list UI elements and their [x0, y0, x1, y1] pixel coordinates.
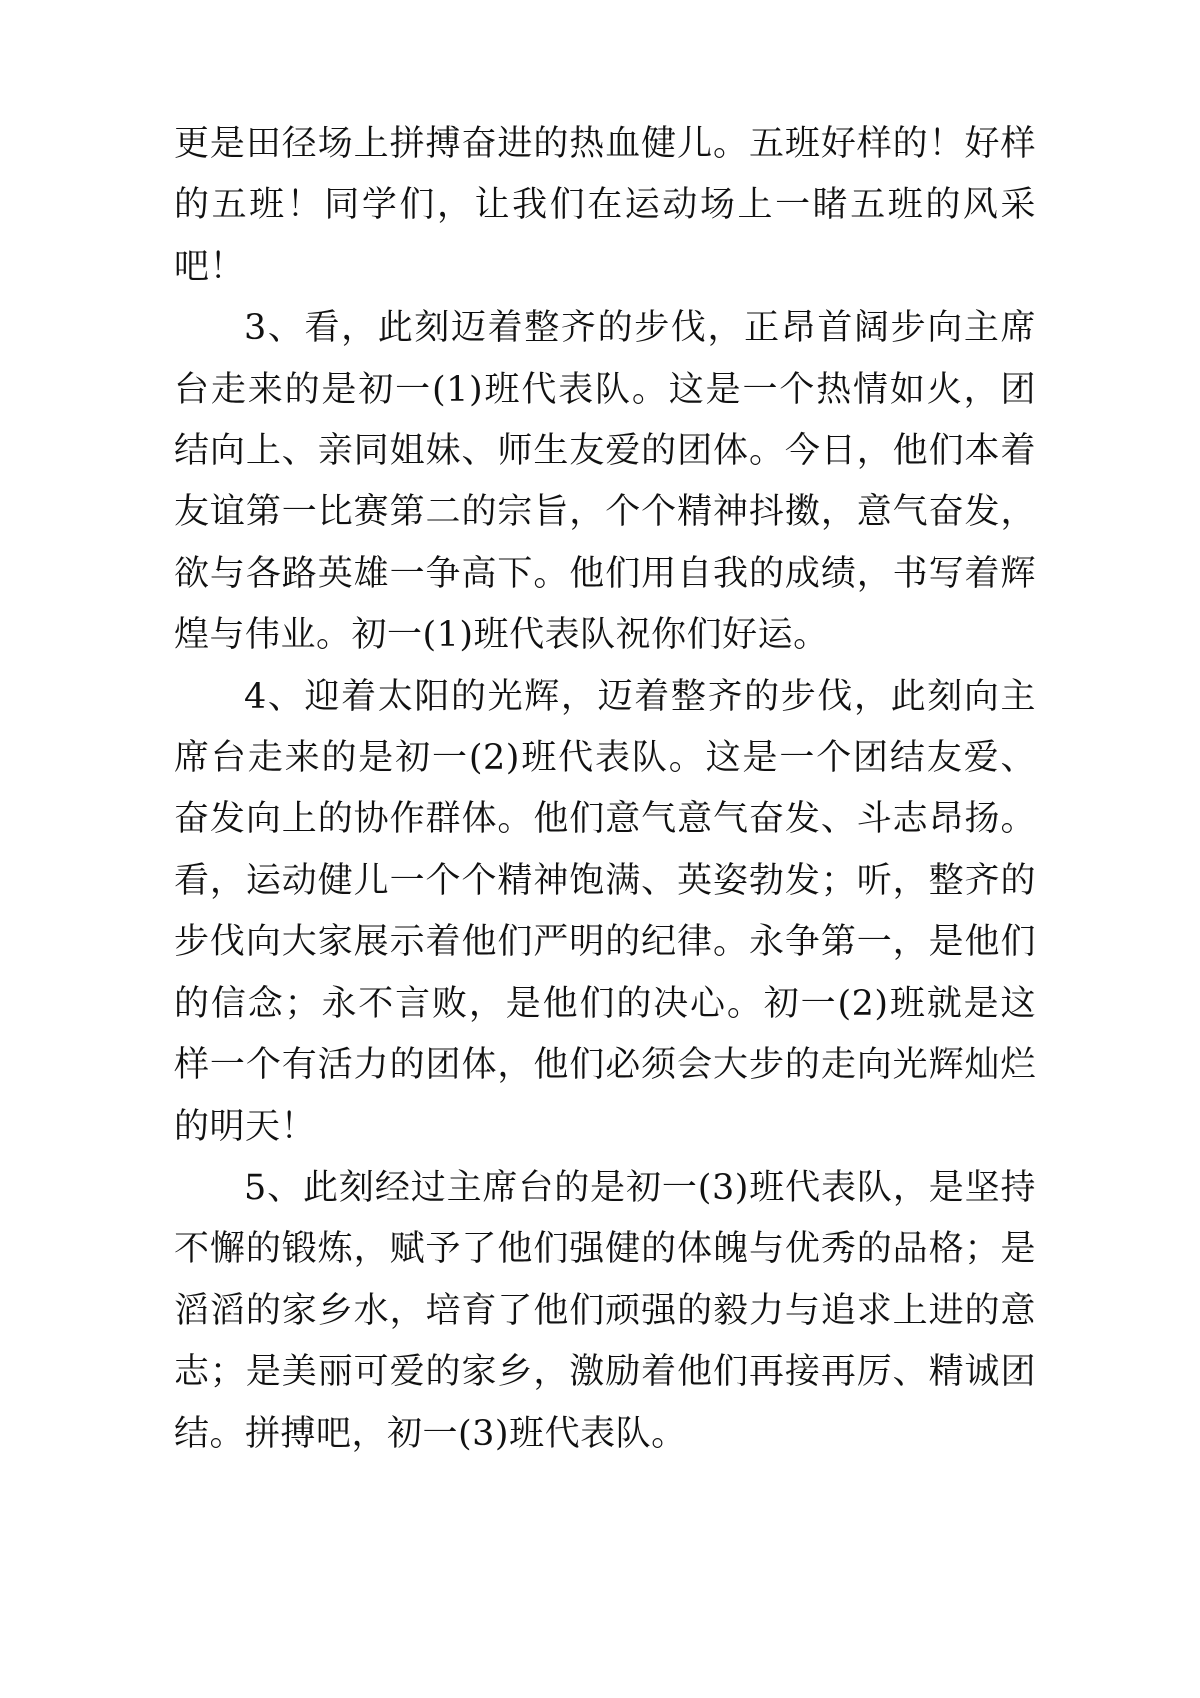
paragraph-item-3: 3、看，此刻迈着整齐的步伐，正昂首阔步向主席台走来的是初一(1)班代表队。这是一个热情如火，团结向上、亲同姐妹、师生友爱的团体。今日，他们本着友谊第一比赛第二的宗旨，个个精神抖擞，意气奋发，欲与各路英雄一争高下。他们用自我的成绩，书写着辉煌与伟业。初一(1)班代表队祝你们好运。 — [174, 308, 1036, 656]
paragraph-item-5: 5、此刻经过主席台的是初一(3)班代表队，是坚持不懈的锻炼，赋予了他们强健的体魄与优秀的品格；是滔滔的家乡水，培育了他们顽强的毅力与追求上进的意志；是美丽可爱的家乡，激励着他们再接再厉、精诚团结。拼搏吧，初一(3)班代表队。 — [174, 1167, 1036, 1454]
paragraph-continuation: 更是田径场上拼搏奋进的热血健儿。五班好样的！好样的五班！同学们，让我们在运动场上一睹五班的风采吧！ — [174, 124, 1036, 287]
document-body — [174, 114, 1036, 1465]
paragraph-item-4: 4、迎着太阳的光辉，迈着整齐的步伐，此刻向主席台走来的是初一(2)班代表队。这是一个团结友爱、奋发向上的协作群体。他们意气意气奋发、斗志昂扬。看，运动健儿一个个精神饱满、英姿勃发；听，整齐的步伐向大家展示着他们严明的纪律。永争第一，是他们的信念；永不言败，是他们的决心。初一(2)班就是这样一个有活力的团体，他们必须会大步的走向光辉灿烂的明天！ — [174, 676, 1036, 1147]
